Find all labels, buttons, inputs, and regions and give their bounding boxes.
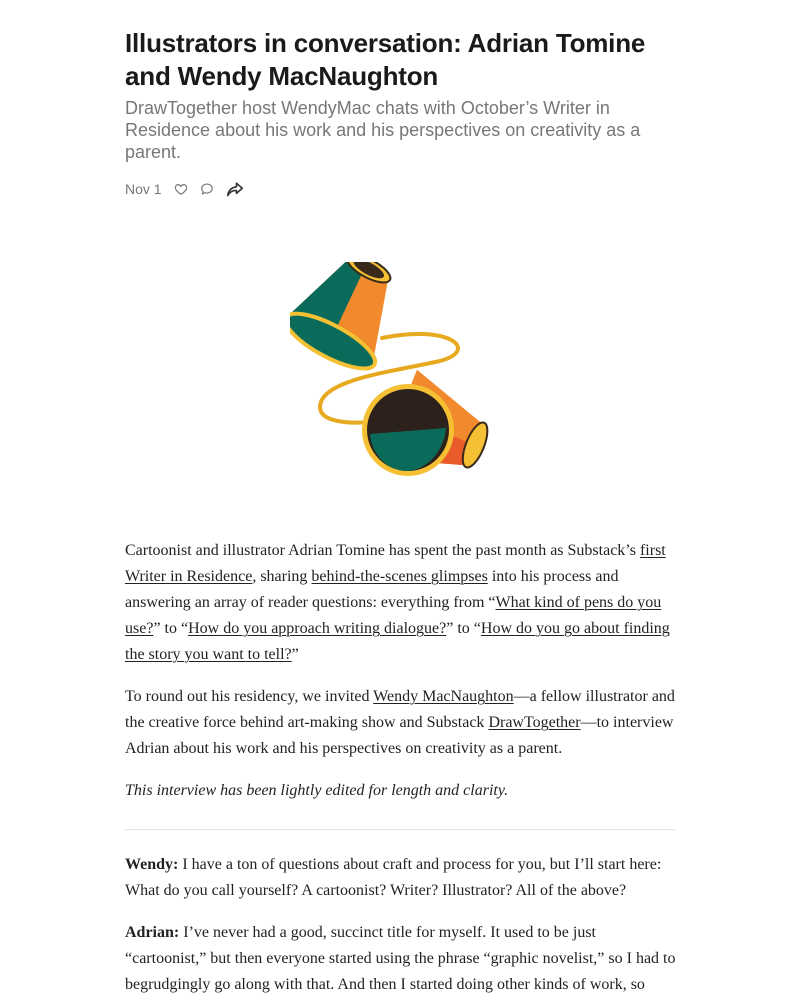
article-subtitle: DrawTogether host WendyMac chats with October’s Writer in Residence about his work and his perspectives on creativity as a parent. <box>125 98 641 162</box>
editorial-note <box>125 778 677 804</box>
article-title: Illustrators in conversation: Adrian Tomine and Wendy MacNaughton <box>125 28 646 91</box>
body-text: , sharing <box>252 568 312 585</box>
comment-icon[interactable] <box>200 182 214 196</box>
body-text: To round out his residency, we invited <box>125 688 374 705</box>
drawtogether-link[interactable]: DrawTogether <box>488 714 581 731</box>
section-divider <box>125 829 675 830</box>
tin-can-phone-illustration <box>290 262 512 486</box>
first-writer-in-residence-link[interactable]: first Writer in Residence <box>125 542 666 585</box>
body-text: ” <box>291 646 299 663</box>
body-text: —a fellow illustrator and the creative force behind art-making show and Substack <box>125 688 675 731</box>
speaker-name: Wendy: <box>125 856 179 873</box>
body-text: ” to “ <box>446 620 481 637</box>
editorial-note-text: This interview has been lightly edited for length and clarity. <box>125 782 509 799</box>
post-meta <box>125 178 677 200</box>
interview-answer <box>125 920 677 998</box>
post-date: Nov 1 <box>125 181 162 197</box>
pens-question-link[interactable]: What kind of pens do you use? <box>125 594 662 637</box>
body-text: Cartoonist and illustrator Adrian Tomine has spent the past month as Substack’s <box>125 542 640 559</box>
body-text: into his process and answering an array of reader questions: everything from “ <box>125 568 619 611</box>
body-text: ” to “ <box>153 620 189 637</box>
body-text: —to interview Adrian about his work and his perspectives on creativity as a parent. <box>125 714 674 757</box>
interview-question <box>125 852 677 904</box>
question-text: I have a ton of questions about craft and process for you, but I’ll start here: What do you call yourself? A cartoonist? Writer? Illustrator? All of the above? <box>125 856 662 899</box>
wendy-macnaughton-link[interactable]: Wendy MacNaughton <box>373 688 514 705</box>
share-icon[interactable] <box>226 181 244 197</box>
speaker-name: Adrian: <box>125 924 180 941</box>
answer-text: I’ve never had a good, succinct title for myself. It used to be just “cartoonist,” but then everyone started using the phrase “graphic novelist,” so I had to begrudgingly go along with that. And then I started doing other kinds of work, so <box>125 924 676 993</box>
finding-story-question-link[interactable]: How do you go about finding the story you want to tell? <box>125 620 670 663</box>
intro-paragraph <box>125 538 677 668</box>
dialogue-question-link[interactable]: How do you approach writing dialogue? <box>188 620 447 637</box>
heart-icon[interactable] <box>174 182 188 196</box>
residency-paragraph <box>125 684 677 762</box>
behind-the-scenes-link[interactable]: behind-the-scenes glimpses <box>311 568 488 585</box>
